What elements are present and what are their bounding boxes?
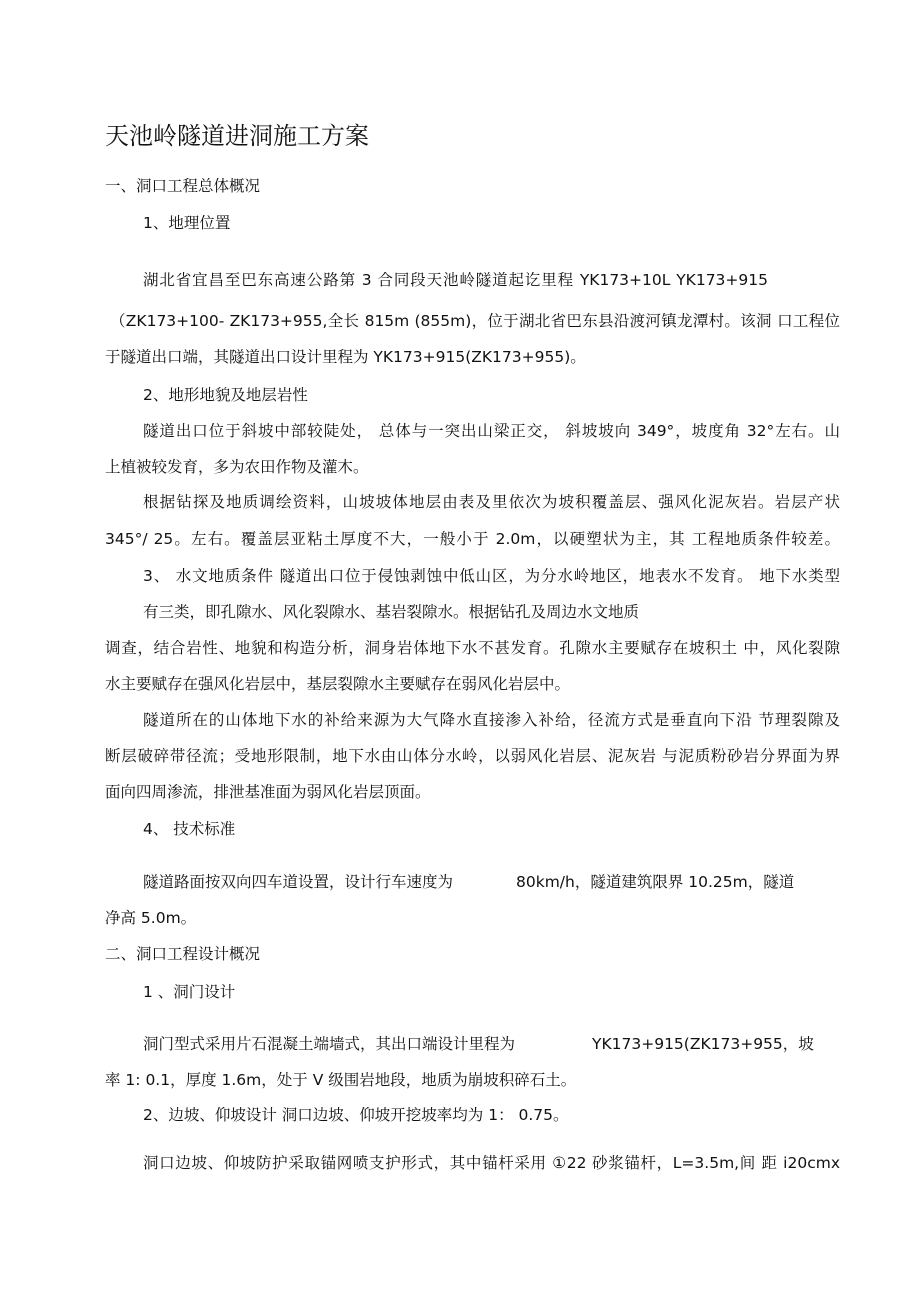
- paragraph-line: 3、 水文地质条件 隧道出口位于侵蚀剥蚀中低山区，为分水岭地区，地表水不发育。 地下水类型: [143, 567, 840, 585]
- subheading-portal: 1 、洞门设计: [143, 983, 236, 1001]
- paragraph-line: 水主要赋存在强风化岩层中，基层裂隙水主要赋存在弱风化岩层中。: [105, 675, 571, 693]
- paragraph-line: 隧道所在的山体地下水的补给来源为大气降水直接渗入补给，径流方式是垂直向下沿 节理裂隙及: [143, 711, 840, 729]
- paragraph-line: 345°/ 25。左右。覆盖层亚粘土厚度不大，一般小于 2.0m，以硬塑状为主，其 工程地质条件较差。: [105, 530, 840, 548]
- paragraph-line: 断层破碎带径流；受地形限制，地下水由山体分水岭，以弱风化岩层、泥灰岩 与泥质粉砂岩分界面为界: [105, 747, 840, 765]
- paragraph-line: YK173+915(ZK173+955，坡: [592, 1035, 814, 1053]
- section-heading-1: 一、洞口工程总体概况: [105, 177, 261, 195]
- subheading-slope: 2、边坡、仰坡设计 洞口边坡、仰坡开挖坡率均为 1： 0.75。: [143, 1106, 569, 1124]
- paragraph-line: 根据钻探及地质调绘资料，山坡坡体地层由表及里依次为坡积覆盖层、强风化泥灰岩。岩层产状: [143, 493, 840, 511]
- paragraph-line: 率 1: 0.1，厚度 1.6m，处于 V 级围岩地段，地质为崩坡积碎石土。: [105, 1071, 577, 1089]
- paragraph-line: 洞门型式采用片石混凝土端墙式，其出口端设计里程为: [143, 1035, 516, 1053]
- subheading-terrain: 2、地形地貌及地层岩性: [143, 386, 308, 404]
- subheading-location: 1、地理位置: [143, 214, 231, 232]
- subheading-standards: 4、 技术标准: [143, 820, 236, 838]
- paragraph-line: 有三类，即孔隙水、风化裂隙水、基岩裂隙水。根据钻孔及周边水文地质: [143, 603, 640, 621]
- paragraph-line: 面向四周渗流，排泄基准面为弱风化岩层顶面。: [105, 783, 431, 801]
- paragraph-line: 洞口边坡、仰坡防护采取锚网喷支护形式，其中锚杆采用 ①22 砂浆锚杆，L=3.5m,间 距 i20cmx: [143, 1154, 840, 1172]
- paragraph-line: （ZK173+100- ZK173+955,全长 815m (855m)，位于湖北省巴东县沿渡河镇龙潭村。该洞 口工程位: [110, 312, 840, 330]
- paragraph-line: 隧道路面按双向四车道设置，设计行车速度为: [143, 873, 454, 891]
- paragraph-line: 上植被较发育，多为农田作物及灌木。: [105, 458, 369, 476]
- paragraph-line: 80km/h，隧道建筑限界 10.25m，隧道: [516, 873, 795, 891]
- paragraph-line: 隧道出口位于斜坡中部较陡处， 总体与一突出山梁正交， 斜坡坡向 349°，坡度角 32°左右。山: [143, 422, 840, 440]
- section-heading-2: 二、洞口工程设计概况: [105, 945, 261, 963]
- document-title: 天池岭隧道进洞施工方案: [105, 122, 369, 150]
- paragraph-line: 调查，结合岩性、地貌和构造分析，洞身岩体地下水不甚发育。孔隙水主要赋存在坡积土 中，风化裂隙: [105, 639, 840, 657]
- paragraph-line: 于隧道出口端，其隧道出口设计里程为 YK173+915(ZK173+955)。: [105, 348, 586, 366]
- paragraph-line: 净高 5.0m。: [105, 909, 197, 927]
- paragraph-line: 湖北省宜昌至巴东高速公路第 3 合同段天池岭隧道起讫里程 YK173+10L YK173+915: [143, 271, 768, 289]
